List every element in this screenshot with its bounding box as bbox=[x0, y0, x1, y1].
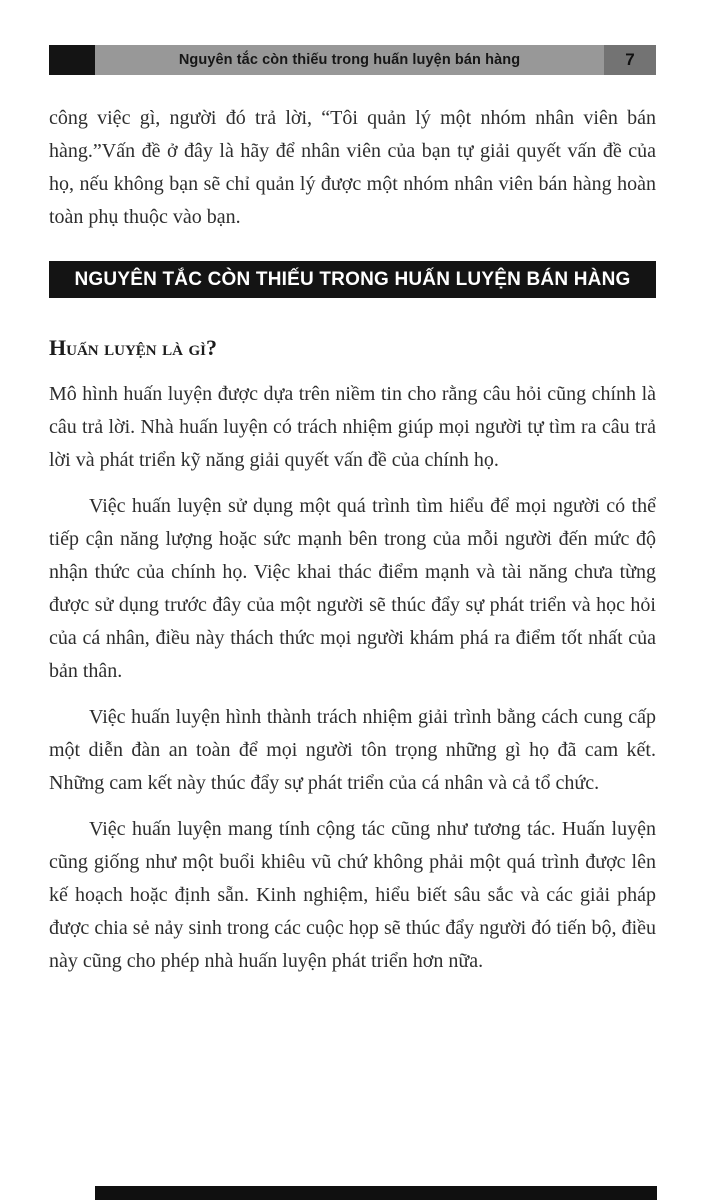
section-title: NGUYÊN TẮC CÒN THIẾU TRONG HUẤN LUYỆN BÁN HÀNG bbox=[74, 269, 631, 290]
footer-bar bbox=[95, 1186, 657, 1200]
paragraph-coaching-model: Mô hình huấn luyện được dựa trên niềm tin cho rằng câu hỏi cũng chính là câu trả lời. Nhà huấn luyện có trách nhiệm giúp mọi người tự tìm ra câu trả lời và phát triển kỹ năng giải quyết vấn đề của chính họ. bbox=[49, 383, 656, 471]
page-number: 7 bbox=[604, 45, 656, 75]
paragraph-accountability: Việc huấn luyện hình thành trách nhiệm giải trình bằng cách cung cấp một diễn đàn an toàn để mọi người tôn trọng những gì họ đã cam kết. Những cam kết này thúc đẩy sự phát triển của cá nhân và cả tổ chức. bbox=[49, 706, 656, 794]
section-banner bbox=[49, 261, 656, 298]
page-body bbox=[49, 102, 656, 991]
subheading-what-is-coaching: Huấn luyện là gì? bbox=[49, 335, 217, 360]
header-accent-bar bbox=[49, 45, 95, 75]
header-title-bar bbox=[95, 45, 604, 75]
running-header bbox=[49, 45, 656, 75]
intro-paragraph: công việc gì, người đó trả lời, “Tôi quản lý một nhóm nhân viên bán hàng.”Vấn đề ở đây là hãy để nhân viên của bạn tự giải quyết vấn đề của họ, nếu không bạn sẽ chỉ quản lý được một nhóm nhân viên bán hàng hoàn toàn phụ thuộc vào bạn. bbox=[49, 107, 656, 228]
running-header-title: Nguyên tắc còn thiếu trong huấn luyện bán hàng bbox=[178, 52, 521, 68]
paragraph-collaboration: Việc huấn luyện mang tính cộng tác cũng như tương tác. Huấn luyện cũng giống như một buổi khiêu vũ chứ không phải một quá trình được lên kế hoạch hoặc định sẵn. Kinh nghiệm, hiểu biết sâu sắc và các giải pháp được chia sẻ nảy sinh trong các cuộc họp sẽ thúc đẩy người đó tiến bộ, điều này cũng cho phép nhà huấn luyện phát triển hơn nữa. bbox=[49, 818, 656, 972]
paragraph-inquiry-process: Việc huấn luyện sử dụng một quá trình tìm hiểu để mọi người có thể tiếp cận năng lượng hoặc sức mạnh bên trong của mỗi người đến mức độ nhận thức của chính họ. Việc khai thác điểm mạnh và tài năng chưa từng được sử dụng trước đây của một người sẽ thúc đẩy sự phát triển và học hỏi của cá nhân, điều này thách thức mọi người khám phá ra điểm tốt nhất của bản thân. bbox=[49, 495, 656, 682]
